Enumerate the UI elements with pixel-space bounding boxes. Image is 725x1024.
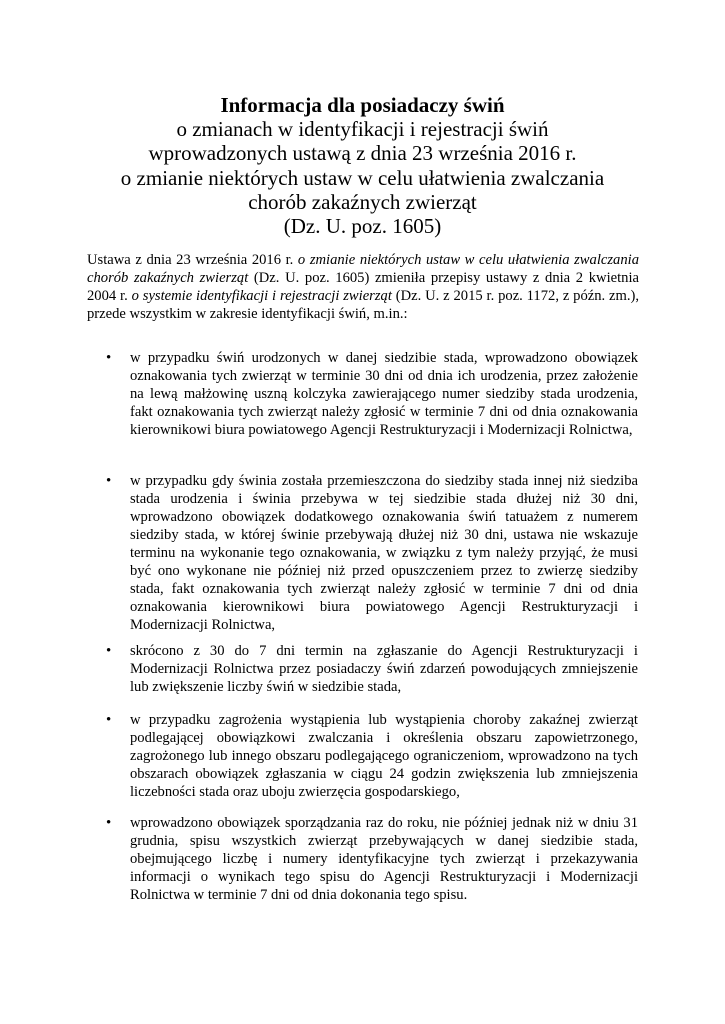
bullet-icon: • (106, 473, 112, 489)
title-line-4: chorób zakaźnych zwierząt (248, 189, 477, 214)
list-item (106, 815, 638, 905)
list-item (106, 643, 638, 697)
list-item (106, 712, 638, 802)
bullet-icon: • (106, 815, 112, 831)
bullet-icon: • (106, 643, 112, 659)
intro-text-2: (Dz. U. poz. 1605) zmieniła przepisy ustawy z dnia 2 kwietnia 2004 r. (87, 270, 639, 305)
intro-text-3: (Dz. U. z 2015 r. poz. 1172, z późn. zm.), przede wszystkim w zakresie identyfikacji świń, m.in.: (87, 288, 640, 323)
intro-italic-act-title: o zmianie niektórych ustaw w celu ułatwienia zwalczania chorób zakaźnych zwierząt (87, 252, 639, 287)
list-item-text: w przypadku gdy świnia została przemieszczona do siedziby stada innej niż siedziba stada urodzenia i świnia przebywa w tej siedzibie stada dłużej niż 30 dni, wprowadzono obowiązek dodatkowego oznakowania świń tatuażem z numerem siedziby stada, w której świnie przebywają dłużej niż 30 dni, ustawa nie wskazuje terminu na wykonanie tego oznakowania, w związku z tym należy przyjąć, że musi być ono wykonane nie później niż przed opuszczeniem przez to zwierzę siedziby stada, fakt oznakowania tych zwierząt należy zgłosić w terminie 7 dni od dnia oznakowania kierownikowi biura powiatowego Agencji Restrukturyzacji i Modernizacji Rolnictwa, (130, 473, 638, 633)
bullet-icon: • (106, 712, 112, 728)
title-line-2: wprowadzonych ustawą z dnia 23 września 2016 r. (148, 141, 577, 166)
list-item-text: skrócono z 30 do 7 dni termin na zgłaszanie do Agencji Restrukturyzacji i Modernizacji Rolnictwa przez posiadaczy świń zdarzeń powodujących zmniejszenie lub zwiększenie liczby świń w siedzibie stada, (130, 643, 638, 695)
title-line-3: o zmianie niektórych ustaw w celu ułatwienia zwalczania (120, 165, 605, 190)
list-item (106, 473, 638, 635)
list-item-text: w przypadku zagrożenia wystąpienia lub wystąpienia choroby zakaźnej zwierząt podlegającej obowiązkowi zwalczania i określenia obszaru zapowietrzonego, zagrożonego lub innego obszaru podlegającego ograniczeniom, wprowadzono na tych obszarach obowiązek zgłaszania w ciągu 24 godzin zwiększenia lub zmniejszenia liczebności stada oraz uboju zwierzęcia gospodarskiego, (130, 712, 638, 800)
list-item-text: w przypadku świń urodzonych w danej siedzibie stada, wprowadzono obowiązek oznakowania tych zwierząt w terminie 30 dni od dnia ich urodzenia, przez założenie na lewą małżowinę uszną kolczyka zawierającego numer siedziby stada urodzenia, fakt oznakowania tych zwierząt należy zgłosić w terminie 7 dni od dnia oznakowania kierownikowi biura powiatowego Agencji Restrukturyzacji i Modernizacji Rolnictwa, (130, 350, 638, 438)
list-item (106, 350, 638, 440)
title-line-5: (Dz. U. poz. 1605) (283, 214, 442, 239)
intro-italic-system-title: o systemie identyfikacji i rejestracji zwierząt (131, 288, 392, 305)
intro-text-1: Ustawa z dnia 23 września 2016 r. (87, 252, 298, 268)
list-item-text: wprowadzono obowiązek sporządzania raz do roku, nie później jednak niż w dniu 31 grudnia, spisu wszystkich zwierząt przebywających w danej siedzibie stada, obejmującego liczbę i numery identyfikacyjne tych zwierząt i przekazywania informacji o wynikach tego spisu do Agencji Restrukturyzacji i Modernizacji Rolnictwa w terminie 7 dni od dnia dokonania tego spisu. (130, 815, 638, 903)
bullet-icon: • (106, 350, 112, 366)
document-heading: Informacja dla posiadaczy świń (220, 93, 505, 117)
title-line-1: o zmianach w identyfikacji i rejestracji świń (176, 117, 549, 142)
